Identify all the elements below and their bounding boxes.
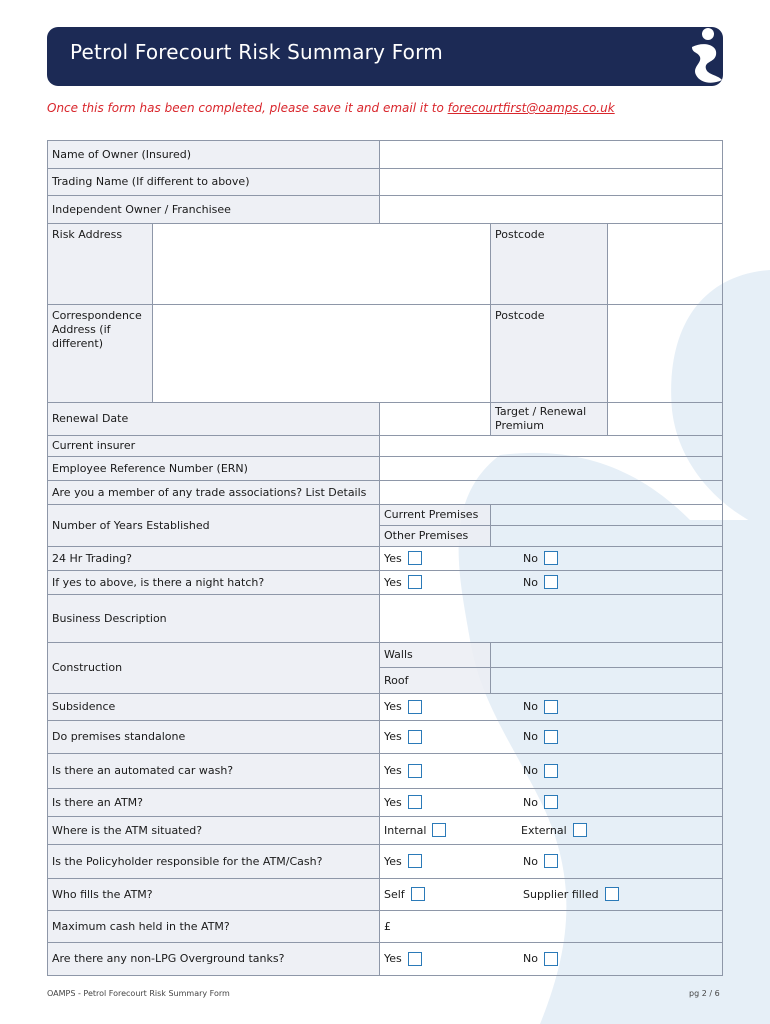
- overground-tanks-label: Are there any non-LPG Overground tanks?: [47, 942, 379, 975]
- correspondence-postcode-label: Postcode: [490, 304, 607, 402]
- yes-label: Yes: [384, 952, 402, 965]
- roof-input[interactable]: [490, 667, 723, 693]
- yes-label: Yes: [384, 730, 402, 743]
- car-wash-label: Is there an automated car wash?: [47, 753, 379, 788]
- grid-line: [47, 788, 723, 789]
- checkbox[interactable]: [544, 575, 558, 589]
- car-wash-no[interactable]: [518, 753, 723, 788]
- grid-line: [47, 594, 723, 595]
- grid-line: [379, 402, 380, 975]
- subsidence-yes[interactable]: [379, 693, 518, 720]
- trading-24hr-no[interactable]: [518, 546, 723, 570]
- night-hatch-no[interactable]: [518, 570, 723, 594]
- correspondence-postcode-input[interactable]: [607, 304, 723, 402]
- renewal-date-label: Renewal Date: [47, 402, 379, 435]
- night-hatch-label: If yes to above, is there a night hatch?: [47, 570, 379, 594]
- atm-yes[interactable]: [379, 788, 518, 816]
- grid-line: [47, 140, 48, 975]
- grid-line: [47, 168, 723, 169]
- no-label: No: [523, 730, 538, 743]
- checkbox[interactable]: [544, 700, 558, 714]
- grid-line: [47, 693, 723, 694]
- grid-line: [47, 480, 723, 481]
- business-description-label: Business Description: [47, 594, 379, 642]
- trading-24hr-yes[interactable]: [379, 546, 518, 570]
- standalone-no[interactable]: [518, 720, 723, 753]
- roof-label: Roof: [379, 667, 490, 693]
- checkbox[interactable]: [408, 700, 422, 714]
- target-premium-label: Target / Renewal Premium: [490, 402, 607, 435]
- no-label: No: [523, 795, 538, 809]
- current-insurer-label: Current insurer: [47, 435, 379, 456]
- atm-external[interactable]: [516, 816, 723, 844]
- atm-filler-self[interactable]: [379, 878, 518, 910]
- car-wash-yes[interactable]: [379, 753, 518, 788]
- checkbox[interactable]: [605, 887, 619, 901]
- grid-line: [47, 642, 723, 643]
- atm-label: Is there an ATM?: [47, 788, 379, 816]
- grid-line: [47, 223, 723, 224]
- night-hatch-yes[interactable]: [379, 570, 518, 594]
- no-label: No: [523, 952, 538, 965]
- trading-name-label: Trading Name (If different to above): [47, 168, 379, 195]
- risk-address-label: Risk Address: [47, 223, 152, 304]
- atm-responsible-yes[interactable]: [379, 844, 518, 878]
- correspondence-address-input[interactable]: [152, 304, 490, 402]
- grid-line: [379, 525, 723, 526]
- trading-name-input[interactable]: [379, 168, 723, 195]
- atm-filler-supplier[interactable]: [518, 878, 723, 910]
- checkbox[interactable]: [544, 730, 558, 744]
- yes-label: Yes: [384, 795, 402, 809]
- independent-owner-input[interactable]: [379, 195, 723, 223]
- atm-max-cash-input[interactable]: [379, 910, 723, 942]
- self-label: Self: [384, 887, 405, 901]
- grid-line: [47, 504, 723, 505]
- atm-max-cash-label: Maximum cash held in the ATM?: [47, 910, 379, 942]
- walls-input[interactable]: [490, 642, 723, 667]
- checkbox[interactable]: [408, 730, 422, 744]
- grid-line: [152, 223, 153, 402]
- business-description-input[interactable]: [379, 594, 723, 642]
- checkbox[interactable]: [432, 823, 446, 837]
- risk-postcode-input[interactable]: [607, 223, 723, 304]
- no-label: No: [523, 700, 538, 713]
- risk-address-input[interactable]: [152, 223, 490, 304]
- grid-line: [490, 504, 491, 546]
- atm-responsible-no[interactable]: [518, 844, 723, 878]
- no-label: No: [523, 551, 538, 565]
- other-premises-input[interactable]: [490, 525, 723, 546]
- oamps-logo-icon: [678, 25, 724, 87]
- tanks-no[interactable]: [518, 942, 723, 975]
- grid-line: [47, 942, 723, 943]
- grid-line: [47, 844, 723, 845]
- grid-line: [47, 402, 723, 403]
- grid-line: [47, 975, 723, 976]
- standalone-yes[interactable]: [379, 720, 518, 753]
- construction-label: Construction: [47, 642, 379, 693]
- no-label: No: [523, 575, 538, 589]
- internal-label: Internal: [384, 823, 427, 837]
- grid-line: [607, 223, 608, 435]
- yes-label: Yes: [384, 575, 402, 589]
- grid-line: [47, 456, 723, 457]
- yes-label: Yes: [384, 854, 402, 868]
- checkbox[interactable]: [544, 764, 558, 778]
- target-premium-input[interactable]: [607, 402, 723, 435]
- independent-owner-label: Independent Owner / Franchisee: [47, 195, 379, 223]
- grid-line: [490, 223, 491, 435]
- yes-label: Yes: [384, 764, 402, 777]
- subsidence-no[interactable]: [518, 693, 723, 720]
- footer-page-number: pg 2 / 6: [689, 989, 720, 998]
- checkbox[interactable]: [544, 795, 558, 809]
- trading-24hr-label: 24 Hr Trading?: [47, 546, 379, 570]
- grid-line: [47, 546, 723, 547]
- checkbox[interactable]: [408, 764, 422, 778]
- atm-responsibility-label: Is the Policyholder responsible for the ATM/Cash?: [47, 844, 379, 878]
- grid-line: [47, 304, 723, 305]
- checkbox[interactable]: [408, 575, 422, 589]
- instruction-message: Once this form has been completed, please save it and email it to: [47, 101, 448, 115]
- atm-filler-label: Who fills the ATM?: [47, 878, 379, 910]
- trade-associations-label: Are you a member of any trade associations? List Details: [47, 480, 379, 504]
- grid-line: [47, 878, 723, 879]
- other-premises-label: Other Premises: [379, 525, 490, 546]
- atm-location-label: Where is the ATM situated?: [47, 816, 379, 844]
- renewal-date-input[interactable]: [379, 402, 490, 435]
- grid-line: [379, 667, 723, 668]
- ern-input[interactable]: [379, 456, 723, 480]
- checkbox[interactable]: [544, 551, 558, 565]
- no-label: No: [523, 854, 538, 868]
- grid-line: [47, 753, 723, 754]
- email-link[interactable]: forecourtfirst@oamps.co.uk: [447, 101, 615, 115]
- checkbox[interactable]: [408, 854, 422, 868]
- checkbox[interactable]: [411, 887, 425, 901]
- checkbox[interactable]: [544, 952, 558, 966]
- checkbox[interactable]: [408, 952, 422, 966]
- grid-line: [47, 910, 723, 911]
- tanks-yes[interactable]: [379, 942, 518, 975]
- grid-line: [47, 816, 723, 817]
- grid-line: [47, 720, 723, 721]
- owner-input[interactable]: [379, 140, 723, 168]
- checkbox[interactable]: [573, 823, 587, 837]
- grid-line: [47, 435, 723, 436]
- grid-line: [379, 140, 380, 223]
- external-label: External: [521, 823, 567, 837]
- correspondence-address-label: Correspondence Address (if different): [47, 304, 152, 402]
- current-insurer-input[interactable]: [379, 435, 723, 456]
- grid-line: [47, 195, 723, 196]
- standalone-label: Do premises standalone: [47, 720, 379, 753]
- subsidence-label: Subsidence: [47, 693, 379, 720]
- risk-postcode-label: Postcode: [490, 223, 607, 304]
- atm-no[interactable]: [518, 788, 723, 816]
- checkbox[interactable]: [408, 551, 422, 565]
- yes-label: Yes: [384, 700, 402, 713]
- current-premises-label: Current Premises: [379, 504, 490, 525]
- supplier-label: Supplier filled: [523, 887, 599, 901]
- trade-associations-input[interactable]: [379, 480, 723, 504]
- grid-line: [47, 140, 723, 141]
- grid-line: [490, 642, 491, 693]
- owner-label: Name of Owner (Insured): [47, 140, 379, 168]
- checkbox[interactable]: [544, 854, 558, 868]
- atm-internal[interactable]: [379, 816, 516, 844]
- footer-document-name: OAMPS - Petrol Forecourt Risk Summary Form: [47, 989, 230, 998]
- yes-label: Yes: [384, 551, 402, 565]
- checkbox[interactable]: [408, 795, 422, 809]
- grid-line: [722, 140, 723, 975]
- years-established-label: Number of Years Established: [47, 504, 379, 546]
- no-label: No: [523, 764, 538, 777]
- ern-label: Employee Reference Number (ERN): [47, 456, 379, 480]
- page-title: Petrol Forecourt Risk Summary Form: [70, 40, 443, 64]
- walls-label: Walls: [379, 642, 490, 667]
- grid-line: [47, 570, 723, 571]
- current-premises-input[interactable]: [490, 504, 723, 525]
- pound-sign: £: [384, 919, 391, 933]
